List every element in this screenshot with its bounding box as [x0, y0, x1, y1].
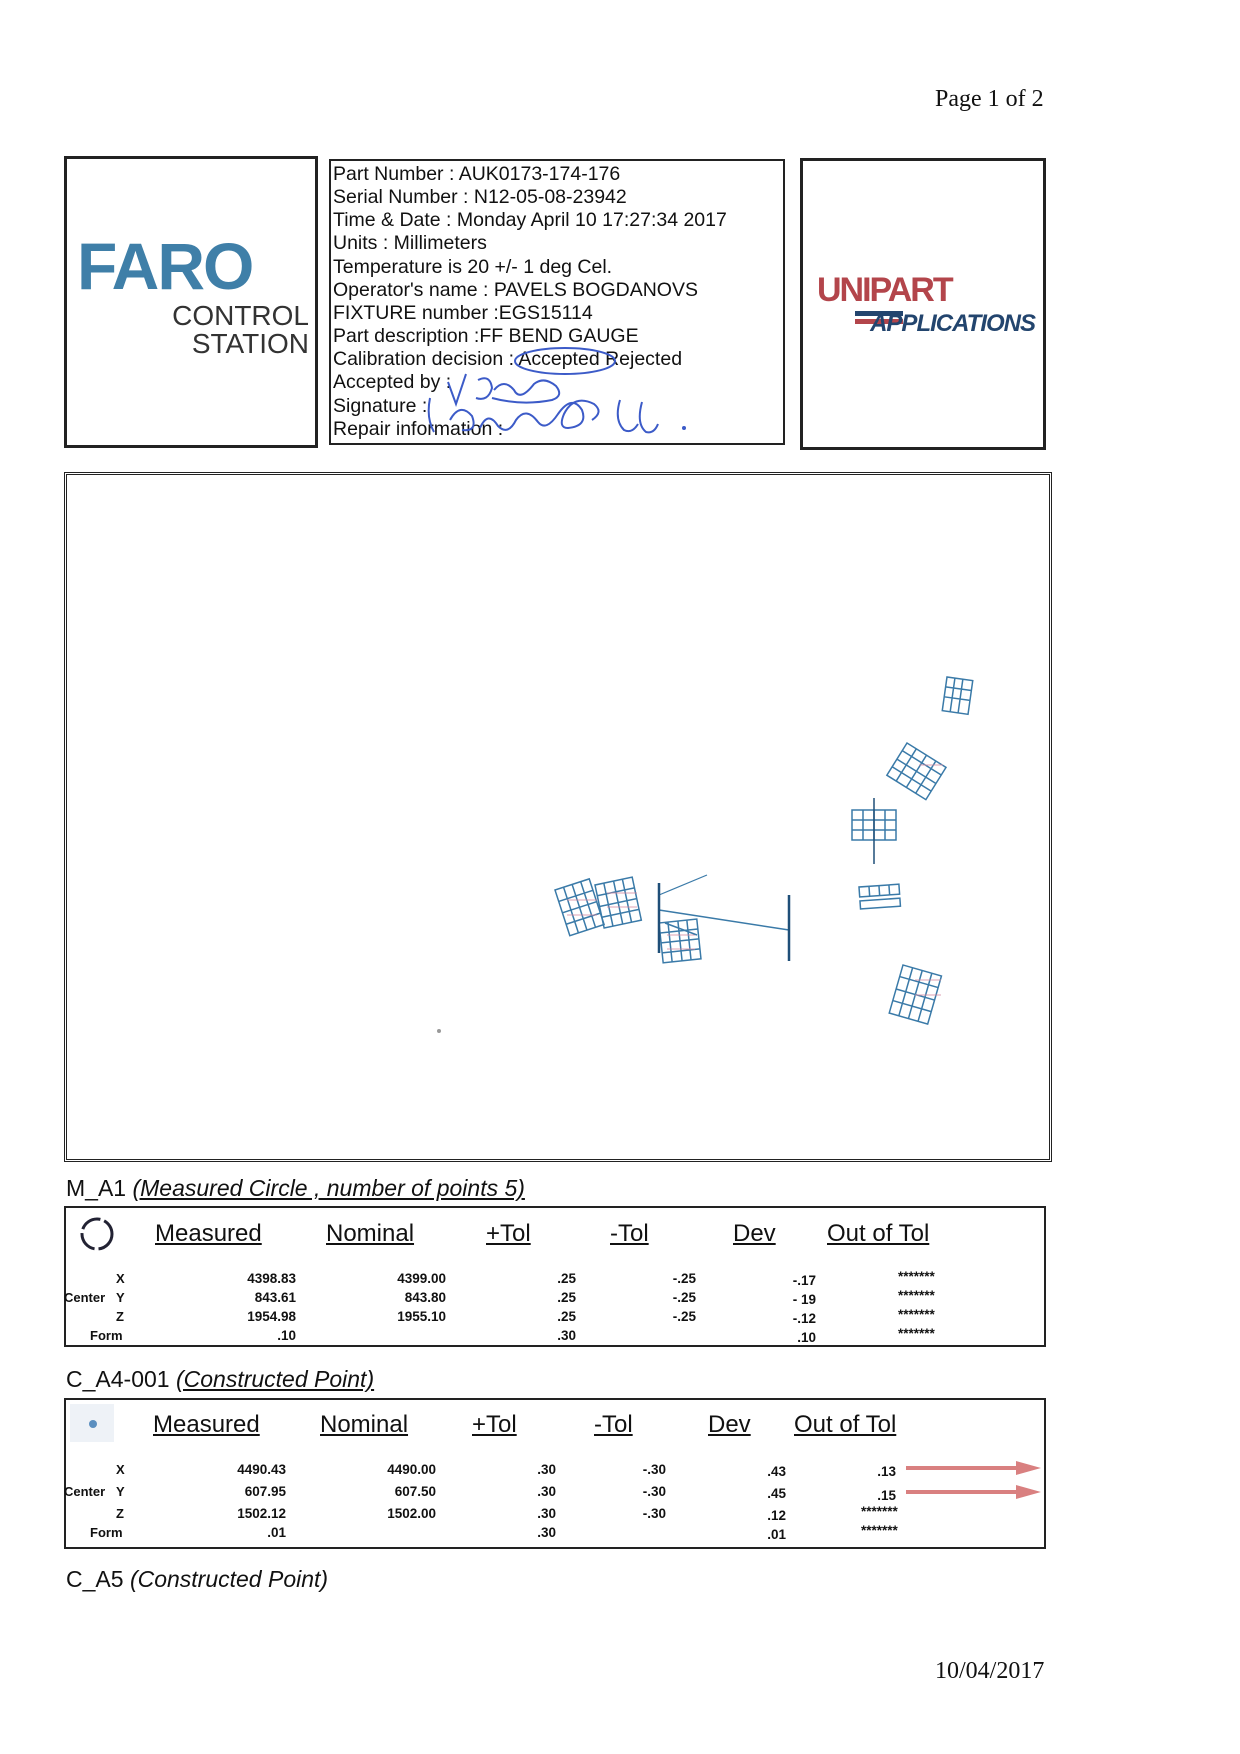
nominal-value: 1502.00: [387, 1506, 436, 1521]
minus-tol-value: -.25: [672, 1290, 696, 1305]
out-of-tol-arrows: [900, 1460, 1045, 1500]
results-table-c-a4-001: [64, 1398, 1046, 1549]
row-axis-prefix: Center: [64, 1484, 106, 1499]
measured-value: 4398.83: [247, 1271, 296, 1286]
circle-feature-icon: [77, 1214, 117, 1254]
dev-value: - 19: [792, 1292, 816, 1307]
plus-tol-value: .25: [557, 1290, 576, 1305]
units: Units : Millimeters: [333, 232, 487, 254]
fixture-mesh-graphic: [67, 475, 1043, 1153]
out-of-tol-value: *******: [898, 1326, 935, 1341]
col-dev: Dev: [733, 1220, 776, 1247]
calibration-decision: Calibration decision : Accepted Rejected: [333, 348, 683, 370]
dev-value: .43: [767, 1464, 786, 1479]
unipart-logo-word: UNIPART: [817, 271, 952, 309]
faro-logo-panel: [64, 156, 318, 448]
faro-logo: [67, 159, 315, 445]
page-number: Page 1 of 2: [935, 86, 1044, 112]
nominal-value: 607.50: [394, 1484, 436, 1499]
dev-value: .10: [797, 1330, 816, 1345]
applications-logo-word: APPLICATIONS: [870, 310, 1035, 337]
dev-value: .45: [767, 1486, 786, 1501]
mesh-patch: [555, 879, 604, 936]
nominal-value: 4399.00: [397, 1271, 446, 1286]
col-measured: Measured: [153, 1411, 260, 1438]
feature-title-c-a4-001: [66, 1366, 374, 1393]
row-axis-label: Z: [116, 1309, 124, 1324]
accepted-by: Accepted by :: [333, 371, 452, 393]
col-plus-tol: +Tol: [472, 1411, 517, 1438]
part-graphic-view: [64, 472, 1052, 1162]
col-dev: Dev: [708, 1411, 751, 1438]
feature-description: (Constructed Point): [129, 1566, 329, 1592]
row-axis-label: Y: [116, 1484, 125, 1499]
arrow-right-icon: [1016, 1485, 1041, 1499]
footer-date: 10/04/2017: [935, 1658, 1045, 1684]
col-minus-tol: -Tol: [610, 1220, 649, 1247]
mesh-patch: [942, 677, 972, 714]
row-axis-label: X: [116, 1271, 125, 1286]
minus-tol-value: -.30: [642, 1506, 666, 1521]
row-axis-prefix: Center: [64, 1290, 106, 1305]
measured-value: 4490.43: [237, 1462, 286, 1477]
dev-value: -.12: [792, 1311, 816, 1326]
measured-value: 1502.12: [237, 1506, 286, 1521]
col-measured: Measured: [155, 1220, 262, 1247]
out-of-tol-value: *******: [898, 1307, 935, 1322]
measured-value: 843.61: [254, 1290, 296, 1305]
feature-description: (Constructed Point): [175, 1366, 375, 1392]
row-axis-label: Y: [116, 1290, 125, 1305]
faro-logo-mark: FARO: [77, 229, 253, 303]
mesh-patch: [859, 884, 900, 909]
plus-tol-value: .25: [557, 1271, 576, 1286]
mesh-patch: [852, 798, 896, 864]
handwritten-signature: [420, 340, 720, 450]
plus-tol-value: .30: [537, 1484, 556, 1499]
minus-tol-value: -.30: [642, 1462, 666, 1477]
results-table-m-a1: [64, 1206, 1046, 1347]
part-number: Part Number : AUK0173-174-176: [333, 163, 621, 185]
out-of-tol-value: *******: [861, 1504, 898, 1519]
col-nominal: Nominal: [326, 1220, 415, 1247]
nominal-value: 843.80: [404, 1290, 446, 1305]
feature-title-m-a1: [66, 1175, 525, 1202]
measured-value: .01: [267, 1525, 286, 1540]
nominal-value: 4490.00: [387, 1462, 436, 1477]
part-description: Part description :FF BEND GAUGE: [333, 325, 639, 347]
feature-title-c-a5: [66, 1566, 328, 1593]
col-plus-tol: +Tol: [486, 1220, 531, 1247]
col-nominal: Nominal: [320, 1411, 409, 1438]
faro-logo-station: STATION: [191, 328, 309, 359]
plus-tol-value: .30: [557, 1328, 576, 1343]
out-of-tol-value: .15: [877, 1488, 896, 1503]
repair-information: Repair information :: [333, 418, 504, 440]
dev-value: .01: [767, 1527, 786, 1542]
col-out-of-tol: Out of Tol: [794, 1411, 897, 1438]
mesh-patch: [887, 743, 946, 800]
plus-tol-value: .30: [537, 1525, 556, 1540]
minus-tol-value: -.25: [672, 1309, 696, 1324]
plus-tol-value: .30: [537, 1506, 556, 1521]
nominal-value: 1955.10: [397, 1309, 446, 1324]
operator-name: Operator's name : PAVELS BOGDANOVS: [333, 279, 698, 301]
fixture-number: FIXTURE number :EGS15114: [333, 302, 593, 324]
minus-tol-value: -.25: [672, 1271, 696, 1286]
row-axis-label: Z: [116, 1506, 124, 1521]
feature-name: C_A4-001: [66, 1366, 170, 1392]
measured-value: 1954.98: [247, 1309, 296, 1324]
unipart-logo: [803, 161, 1043, 447]
mesh-patch: [659, 919, 701, 963]
out-of-tol-value: .13: [877, 1464, 896, 1479]
temperature: Temperature is 20 +/- 1 deg Cel.: [333, 256, 613, 278]
col-minus-tol: -Tol: [594, 1411, 633, 1438]
dev-value: .12: [767, 1508, 786, 1523]
time-date: Time & Date : Monday April 10 17:27:34 2017: [333, 209, 727, 231]
measured-value: .10: [277, 1328, 296, 1343]
arrow-right-icon: [1016, 1461, 1041, 1475]
minus-tol-value: -.30: [642, 1484, 666, 1499]
mesh-patch: [595, 877, 641, 928]
serial-number: Serial Number : N12-05-08-23942: [333, 186, 627, 208]
measured-value: 607.95: [244, 1484, 286, 1499]
col-out-of-tol: Out of Tol: [827, 1220, 930, 1247]
row-axis-label: Form: [90, 1525, 123, 1540]
feature-description: (Measured Circle , number of points 5): [132, 1175, 525, 1201]
row-axis-label: Form: [90, 1328, 123, 1343]
feature-name: M_A1: [66, 1175, 127, 1201]
row-axis-label: X: [116, 1462, 125, 1477]
plus-tol-value: .25: [557, 1309, 576, 1324]
out-of-tol-value: *******: [861, 1523, 898, 1538]
dev-value: -.17: [792, 1273, 816, 1288]
signature: Signature :: [333, 395, 428, 417]
out-of-tol-value: *******: [898, 1288, 935, 1303]
feature-name: C_A5: [66, 1566, 124, 1592]
point-feature-icon: [70, 1404, 114, 1442]
unipart-logo-panel: [800, 158, 1046, 450]
out-of-tol-value: *******: [898, 1269, 935, 1284]
faro-logo-control: CONTROL: [172, 300, 309, 331]
plus-tol-value: .30: [537, 1462, 556, 1477]
